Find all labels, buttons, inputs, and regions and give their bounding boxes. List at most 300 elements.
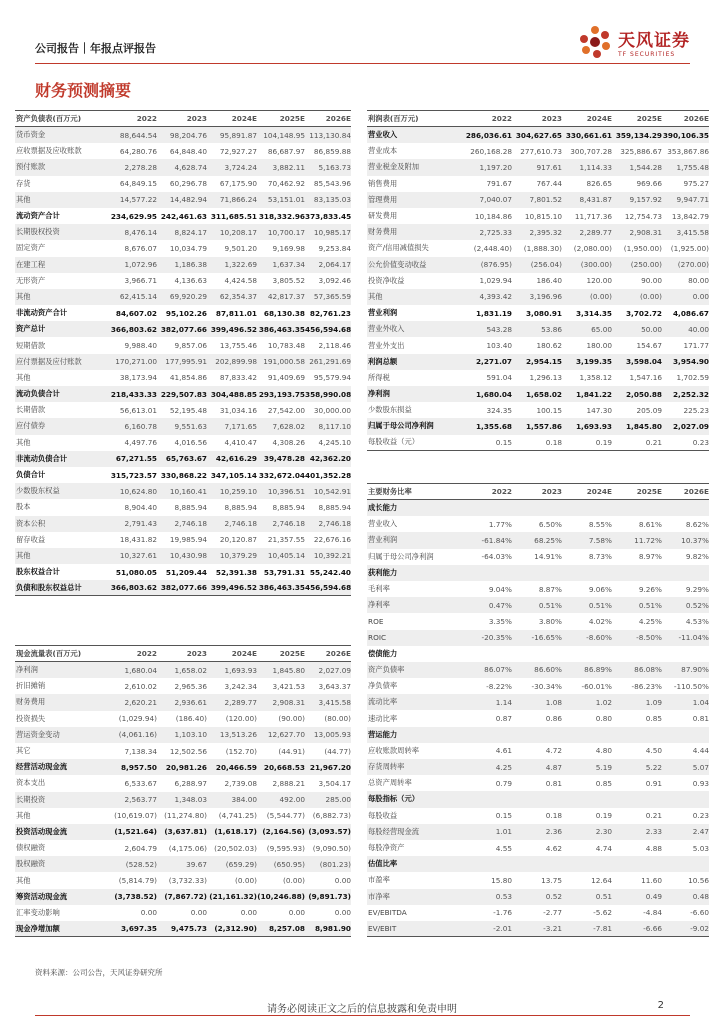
ratios-cell: 8.62%	[685, 519, 709, 529]
cashflow-cell: (801.23)	[319, 859, 351, 869]
ratios-row	[367, 532, 709, 548]
balance-cell: 10,034.79	[169, 243, 207, 253]
ratios-cell: -11.04%	[678, 633, 709, 643]
income-cell: 0.15	[495, 437, 512, 447]
ratios-cell: 86.08%	[634, 665, 662, 675]
ratios-cell: 8.55%	[588, 519, 612, 529]
balance-row	[15, 224, 351, 240]
balance-cell: 7,628.02	[272, 421, 305, 431]
ratios-row	[367, 646, 709, 662]
balance-row-label: 存货	[16, 178, 31, 188]
balance-cell: 71,866.24	[219, 195, 257, 205]
cashflow-col-header: 2026E	[325, 649, 351, 658]
cashflow-row-label: 财务费用	[16, 697, 46, 707]
income-row	[367, 289, 709, 305]
cashflow-cell: (120.00)	[225, 714, 257, 724]
cashflow-row	[15, 856, 351, 872]
balance-row-label: 非流动负债合计	[16, 453, 68, 463]
income-cell: 286,036.61	[465, 130, 512, 140]
balance-cell: 332,672.04	[258, 470, 305, 480]
income-row-label: 投资净收益	[368, 275, 405, 285]
balance-row-label: 应收票据及应收账款	[16, 146, 82, 156]
cashflow-cell: 2,289.77	[224, 697, 257, 707]
ratios-row-label: 营业利润	[368, 535, 398, 545]
ratios-row	[367, 694, 709, 710]
balance-cell: 347,105.14	[210, 470, 257, 480]
income-cell: 147.30	[586, 405, 612, 415]
balance-row	[15, 516, 351, 532]
income-cell: 390,106.35	[662, 130, 709, 140]
ratios-title: 主要财务比率	[368, 486, 412, 496]
cashflow-cell: (528.52)	[125, 859, 157, 869]
ratios-cell: -5.62	[593, 908, 612, 918]
ratios-row	[367, 549, 709, 565]
page-number: 2	[657, 1000, 664, 1011]
ratios-cell: 0.79	[495, 778, 512, 788]
balance-cell: 5,163.73	[318, 162, 351, 172]
balance-cell: 8,676.07	[124, 243, 157, 253]
ratios-cell: 5.03	[692, 843, 709, 853]
balance-cell: 41,854.86	[169, 373, 207, 383]
income-row-label: 营业成本	[368, 146, 398, 156]
cashflow-cell: 2,610.02	[124, 681, 157, 691]
income-cell: (1,950.00)	[623, 243, 662, 253]
balance-cell: 10,327.61	[119, 551, 157, 561]
cashflow-row-label: 投资损失	[16, 713, 46, 723]
cashflow-row-label: 净利润	[16, 665, 38, 675]
ratios-row	[367, 889, 709, 905]
balance-cell: 170,271.00	[115, 357, 157, 367]
balance-cell: 83,135.03	[313, 195, 351, 205]
balance-row-label: 其他	[16, 194, 31, 204]
income-row-label: 其他	[368, 291, 383, 301]
ratios-cell: 86.07%	[484, 665, 512, 675]
cashflow-cell: 13,513.26	[219, 730, 257, 740]
balance-cell: 2,278.28	[124, 162, 157, 172]
cashflow-cell: 2,888.21	[272, 778, 305, 788]
income-cell: 53.86	[541, 324, 562, 334]
income-cell: 7,040.07	[479, 195, 512, 205]
cashflow-cell: (1,618.17)	[214, 827, 257, 837]
income-row	[367, 418, 709, 434]
cashflow-cell: 20,466.59	[215, 762, 257, 772]
income-cell: 2,908.31	[629, 227, 662, 237]
cashflow-cell: 0.00	[288, 908, 305, 918]
ratios-row-label: 每股经营现金流	[368, 826, 420, 836]
income-cell: (0.00)	[640, 292, 662, 302]
income-cell: (300.00)	[580, 260, 612, 270]
income-cell: 3,196.96	[529, 292, 562, 302]
income-row-label: 管理费用	[368, 194, 398, 204]
balance-cell: 382,077.66	[160, 324, 207, 334]
income-row	[367, 321, 709, 337]
cashflow-cell: 1,348.03	[174, 795, 207, 805]
income-cell: 1,197.20	[479, 162, 512, 172]
cashflow-cell: (152.70)	[225, 746, 257, 756]
ratios-cell: 0.51%	[588, 600, 612, 610]
balance-row	[15, 499, 351, 515]
ratios-row	[367, 597, 709, 613]
income-col-header: 2022	[491, 114, 512, 123]
income-cell: 791.67	[486, 179, 512, 189]
ratios-cell: 6.50%	[538, 519, 562, 529]
balance-col-header: 2026E	[325, 114, 351, 123]
ratios-row-label: 市净率	[368, 891, 390, 901]
cashflow-row-label: 长期投资	[16, 794, 46, 804]
income-cell: (270.00)	[677, 260, 709, 270]
balance-cell: 113,130.84	[309, 130, 351, 140]
income-row-label: 归属于母公司净利润	[368, 421, 434, 431]
ratios-cell: 0.52%	[685, 600, 709, 610]
ratios-cell: 13.75	[541, 875, 562, 885]
balance-cell: 9,501.20	[224, 243, 257, 253]
ratios-cell: 0.49	[645, 892, 662, 902]
balance-cell: 10,405.14	[267, 551, 305, 561]
logo-flower-icon	[575, 22, 615, 62]
ratios-cell: 2.36	[545, 827, 562, 837]
income-row-label: 净利润	[368, 389, 390, 399]
ratios-cell: 0.53	[495, 892, 512, 902]
balance-cell: 30,000.00	[313, 405, 351, 415]
income-cell: 300,707.28	[570, 146, 612, 156]
cashflow-row	[15, 889, 351, 905]
balance-cell: 88,644.54	[119, 130, 157, 140]
balance-cell: 56,613.01	[119, 405, 157, 415]
balance-cell: 401,352.28	[305, 470, 352, 480]
income-cell: 330,661.61	[565, 130, 612, 140]
income-row-label: 研发费用	[368, 211, 398, 221]
balance-row-label: 负债和股东权益总计	[16, 582, 82, 592]
balance-row-label: 其他	[16, 437, 31, 447]
balance-cell: 38,173.94	[119, 373, 157, 383]
cashflow-cell: (1,029.94)	[118, 714, 157, 724]
cashflow-row	[15, 727, 351, 743]
cashflow-cell: (44.77)	[324, 746, 351, 756]
ratios-col-header: 2024E	[586, 487, 612, 496]
balance-row-label: 应付票据及应付账款	[16, 356, 82, 366]
income-cell: (256.04)	[530, 260, 562, 270]
income-cell: 3,415.58	[676, 227, 709, 237]
income-col-header: 2023	[541, 114, 562, 123]
balance-cell: 86,687.97	[267, 146, 305, 156]
balance-cell: 2,118.46	[318, 341, 351, 351]
income-col-header: 2026E	[683, 114, 709, 123]
cashflow-row-label: 资本支出	[16, 778, 46, 788]
balance-cell: 86,859.88	[313, 146, 351, 156]
ratios-cell: 10.56	[688, 875, 709, 885]
ratios-row-label: 总资产周转率	[368, 778, 412, 788]
ratios-header-row	[367, 483, 709, 500]
balance-cell: 177,995.91	[165, 357, 207, 367]
balance-row	[15, 159, 351, 175]
income-cell: 975.27	[683, 179, 709, 189]
balance-row	[15, 548, 351, 564]
ratios-row-label: ROE	[368, 616, 384, 626]
income-cell: 277,610.73	[520, 146, 562, 156]
income-cell: 1,658.02	[525, 389, 562, 399]
balance-row	[15, 305, 351, 321]
cashflow-cell: 8,257.08	[268, 924, 305, 934]
balance-cell: 4,016.56	[174, 438, 207, 448]
balance-cell: 70,462.92	[267, 179, 305, 189]
income-cell: 103.40	[486, 341, 512, 351]
income-cell: 543.28	[486, 324, 512, 334]
cashflow-cell: 20,668.53	[263, 762, 305, 772]
ratios-cell: 3.80%	[538, 616, 562, 626]
ratios-row	[367, 581, 709, 597]
income-cell: (1,925.00)	[670, 243, 709, 253]
cashflow-cell: (9,891.73)	[308, 892, 351, 902]
cashflow-row	[15, 694, 351, 710]
ratios-cell: 4.50	[645, 746, 662, 756]
ratios-cell: 0.18	[545, 811, 562, 821]
ratios-row-label: 毛利率	[368, 584, 390, 594]
cashflow-cell: 285.00	[325, 795, 351, 805]
cashflow-cell: (3,093.57)	[308, 827, 351, 837]
ratios-cell: 1.01	[495, 827, 512, 837]
ratios-cell: 7.58%	[588, 535, 612, 545]
income-cell: 3,080.91	[525, 308, 562, 318]
ratios-cell: -60.01%	[581, 681, 612, 691]
cashflow-cell: (0.00)	[283, 876, 305, 886]
ratios-col-header: 2025E	[636, 487, 662, 496]
ratios-cell: 4.53%	[685, 616, 709, 626]
balance-cell: 10,259.10	[219, 486, 257, 496]
income-cell: 1,680.04	[475, 389, 512, 399]
ratios-cell: 87.90%	[681, 665, 709, 675]
income-cell: 13,842.79	[671, 211, 709, 221]
cashflow-cell: (9,595.93)	[266, 843, 305, 853]
ratios-cell: 4.25%	[638, 616, 662, 626]
cashflow-row-label: 汇率变动影响	[16, 907, 60, 917]
cashflow-cell: (4,061.16)	[118, 730, 157, 740]
balance-cell: 2,746.18	[318, 519, 351, 529]
cashflow-cell: 3,504.17	[318, 778, 351, 788]
income-cell: 154.67	[636, 341, 662, 351]
balance-cell: 52,195.48	[169, 405, 207, 415]
ratios-cell: -86.23%	[631, 681, 662, 691]
cashflow-cell: 3,242.34	[224, 681, 257, 691]
cashflow-row	[15, 808, 351, 824]
income-cell: 1,358.12	[579, 373, 612, 383]
data-source-note: 资料来源：公司公告，天风证券研究所	[35, 968, 163, 977]
ratios-cell: -6.60	[690, 908, 709, 918]
cashflow-row-label: 其他	[16, 875, 31, 885]
ratios-cell: 4.25	[495, 762, 512, 772]
cashflow-cell: 3,643.37	[318, 681, 351, 691]
income-cell: 0.21	[645, 437, 662, 447]
income-row	[367, 354, 709, 370]
income-row	[367, 240, 709, 256]
cashflow-title: 现金流量表(百万元)	[16, 648, 82, 658]
balance-cell: 10,430.98	[169, 551, 207, 561]
balance-cell: 19,985.94	[169, 535, 207, 545]
ratios-cell: 4.55	[495, 843, 512, 853]
cashflow-cell: 39.67	[186, 859, 207, 869]
balance-cell: 20,120.87	[219, 535, 257, 545]
balance-cell: 10,985.17	[313, 227, 351, 237]
cashflow-cell: (21,161.32)	[209, 892, 257, 902]
cashflow-cell: 2,936.61	[174, 697, 207, 707]
balance-cell: 2,064.17	[318, 260, 351, 270]
income-cell: 171.77	[683, 341, 709, 351]
balance-row-label: 流动资产合计	[16, 211, 60, 221]
cashflow-cell: 2,739.08	[224, 778, 257, 788]
income-cell: 100.15	[536, 405, 562, 415]
cashflow-cell: 1,103.10	[174, 730, 207, 740]
ratios-cell: 86.60%	[534, 665, 562, 675]
balance-cell: 21,357.55	[267, 535, 305, 545]
balance-cell: 10,208.17	[219, 227, 257, 237]
ratios-cell: -30.34%	[531, 681, 562, 691]
income-col-header: 2024E	[586, 114, 612, 123]
balance-cell: 60,296.78	[169, 179, 207, 189]
balance-cell: 64,849.15	[119, 179, 157, 189]
balance-cell: 42,817.37	[267, 292, 305, 302]
income-row	[367, 224, 709, 240]
cashflow-row-label: 其它	[16, 746, 31, 756]
income-cell: 2,252.32	[672, 389, 709, 399]
balance-row-label: 少数股东权益	[16, 486, 60, 496]
income-cell: (2,080.00)	[573, 243, 612, 253]
balance-cell: 304,488.85	[210, 389, 257, 399]
balance-cell: 366,803.62	[110, 583, 157, 593]
balance-cell: 42,616.29	[215, 454, 257, 464]
balance-cell: 95,579.94	[313, 373, 351, 383]
balance-row-label: 预付账款	[16, 162, 46, 172]
income-row-label: 财务费用	[368, 227, 398, 237]
balance-cell: 84,607.02	[115, 308, 157, 318]
cashflow-row	[15, 905, 351, 921]
balance-cell: 87,811.01	[215, 308, 257, 318]
balance-cell: 8,885.94	[318, 502, 351, 512]
balance-cell: 39,478.28	[263, 454, 305, 464]
income-cell: 2,954.15	[525, 357, 562, 367]
income-cell: 80.00	[688, 276, 709, 286]
cashflow-cell: (650.95)	[273, 859, 305, 869]
balance-cell: 8,824.17	[174, 227, 207, 237]
income-row	[367, 273, 709, 289]
balance-row	[15, 402, 351, 418]
ratios-cell: 1.09	[645, 697, 662, 707]
income-row-label: 销售费用	[368, 178, 398, 188]
balance-cell: 85,543.96	[313, 179, 351, 189]
cashflow-row-label: 折旧摊销	[16, 681, 46, 691]
balance-row	[15, 483, 351, 499]
income-cell: 1,841.22	[575, 389, 612, 399]
balance-cell: 51,209.44	[165, 567, 207, 577]
income-cell: 9,157.92	[629, 195, 662, 205]
balance-cell: 22,676.16	[313, 535, 351, 545]
income-cell: 1,114.33	[579, 162, 612, 172]
ratios-row	[367, 840, 709, 856]
financial-ratios-table	[367, 483, 709, 937]
balance-cell: 456,594.68	[305, 324, 352, 334]
cash-flow-table	[15, 645, 351, 937]
income-cell: 4,086.67	[672, 308, 709, 318]
balance-cell: 8,476.14	[124, 227, 157, 237]
balance-cell: 242,461.63	[160, 211, 207, 221]
income-row	[367, 192, 709, 208]
balance-cell: 64,280.76	[119, 146, 157, 156]
cashflow-cell: (11,274.80)	[164, 811, 207, 821]
balance-row	[15, 127, 351, 143]
ratios-row-label: 市盈率	[368, 875, 390, 885]
balance-cell: 3,092.46	[318, 276, 351, 286]
balance-cell: 382,077.66	[160, 583, 207, 593]
cashflow-cell: 21,967.20	[309, 762, 351, 772]
income-row	[367, 402, 709, 418]
cashflow-cell: (0.00)	[235, 876, 257, 886]
cashflow-cell: (1,521.64)	[114, 827, 157, 837]
ratios-cell: 0.86	[545, 714, 562, 724]
cashflow-cell: (4,741.25)	[218, 811, 257, 821]
balance-row	[15, 289, 351, 305]
income-row-label: 营业利润	[368, 308, 398, 318]
balance-cell: 55,242.40	[309, 567, 351, 577]
balance-row	[15, 564, 351, 580]
cashflow-cell: (2,312.90)	[214, 924, 257, 934]
ratios-row	[367, 856, 709, 872]
balance-cell: 9,857.06	[174, 341, 207, 351]
cashflow-cell: 1,658.02	[174, 665, 207, 675]
ratios-cell: 3.35%	[488, 616, 512, 626]
balance-cell: 95,891.87	[219, 130, 257, 140]
income-row	[367, 370, 709, 386]
balance-row-label: 固定资产	[16, 243, 46, 253]
ratios-cell: 4.02%	[588, 616, 612, 626]
balance-cell: 10,700.17	[267, 227, 305, 237]
balance-cell: 98,204.76	[169, 130, 207, 140]
ratios-cell: 2.30	[595, 827, 612, 837]
cashflow-row	[15, 775, 351, 791]
cashflow-row-label: 股权融资	[16, 859, 46, 869]
balance-cell: 13,755.46	[219, 341, 257, 351]
income-cell: 969.66	[636, 179, 662, 189]
income-cell: 1,557.86	[525, 421, 562, 431]
income-cell: 304,627.65	[515, 130, 562, 140]
balance-row	[15, 321, 351, 337]
balance-cell: 399,496.52	[210, 324, 257, 334]
cashflow-cell: (6,882.73)	[312, 811, 351, 821]
ratios-cell: 4.80	[595, 746, 612, 756]
income-cell: 10,184.86	[474, 211, 512, 221]
ratios-row	[367, 613, 709, 629]
income-row	[367, 305, 709, 321]
balance-row-label: 留存收益	[16, 534, 46, 544]
ratios-cell: -2.77	[543, 908, 562, 918]
cashflow-cell: 12,627.70	[267, 730, 305, 740]
cashflow-cell: 1,680.04	[124, 665, 157, 675]
balance-cell: 4,497.76	[124, 438, 157, 448]
cashflow-cell: (3,732.33)	[168, 876, 207, 886]
balance-row	[15, 386, 351, 402]
ratios-row	[367, 791, 709, 807]
income-cell: 1,544.28	[629, 162, 662, 172]
balance-cell: 72,927.27	[219, 146, 257, 156]
ratios-row-label: 每股指标（元）	[368, 794, 420, 804]
balance-row	[15, 273, 351, 289]
cashflow-cell: (3,637.81)	[164, 827, 207, 837]
balance-cell: 14,482.94	[169, 195, 207, 205]
balance-cell: 10,160.41	[169, 486, 207, 496]
ratios-row-label: ROIC	[368, 633, 387, 643]
balance-row-label: 其他	[16, 550, 31, 560]
cashflow-cell: 2,965.36	[174, 681, 207, 691]
page-title: 财务预测摘要	[35, 81, 132, 100]
balance-cell: 9,169.98	[272, 243, 305, 253]
income-cell: 186.40	[536, 276, 562, 286]
